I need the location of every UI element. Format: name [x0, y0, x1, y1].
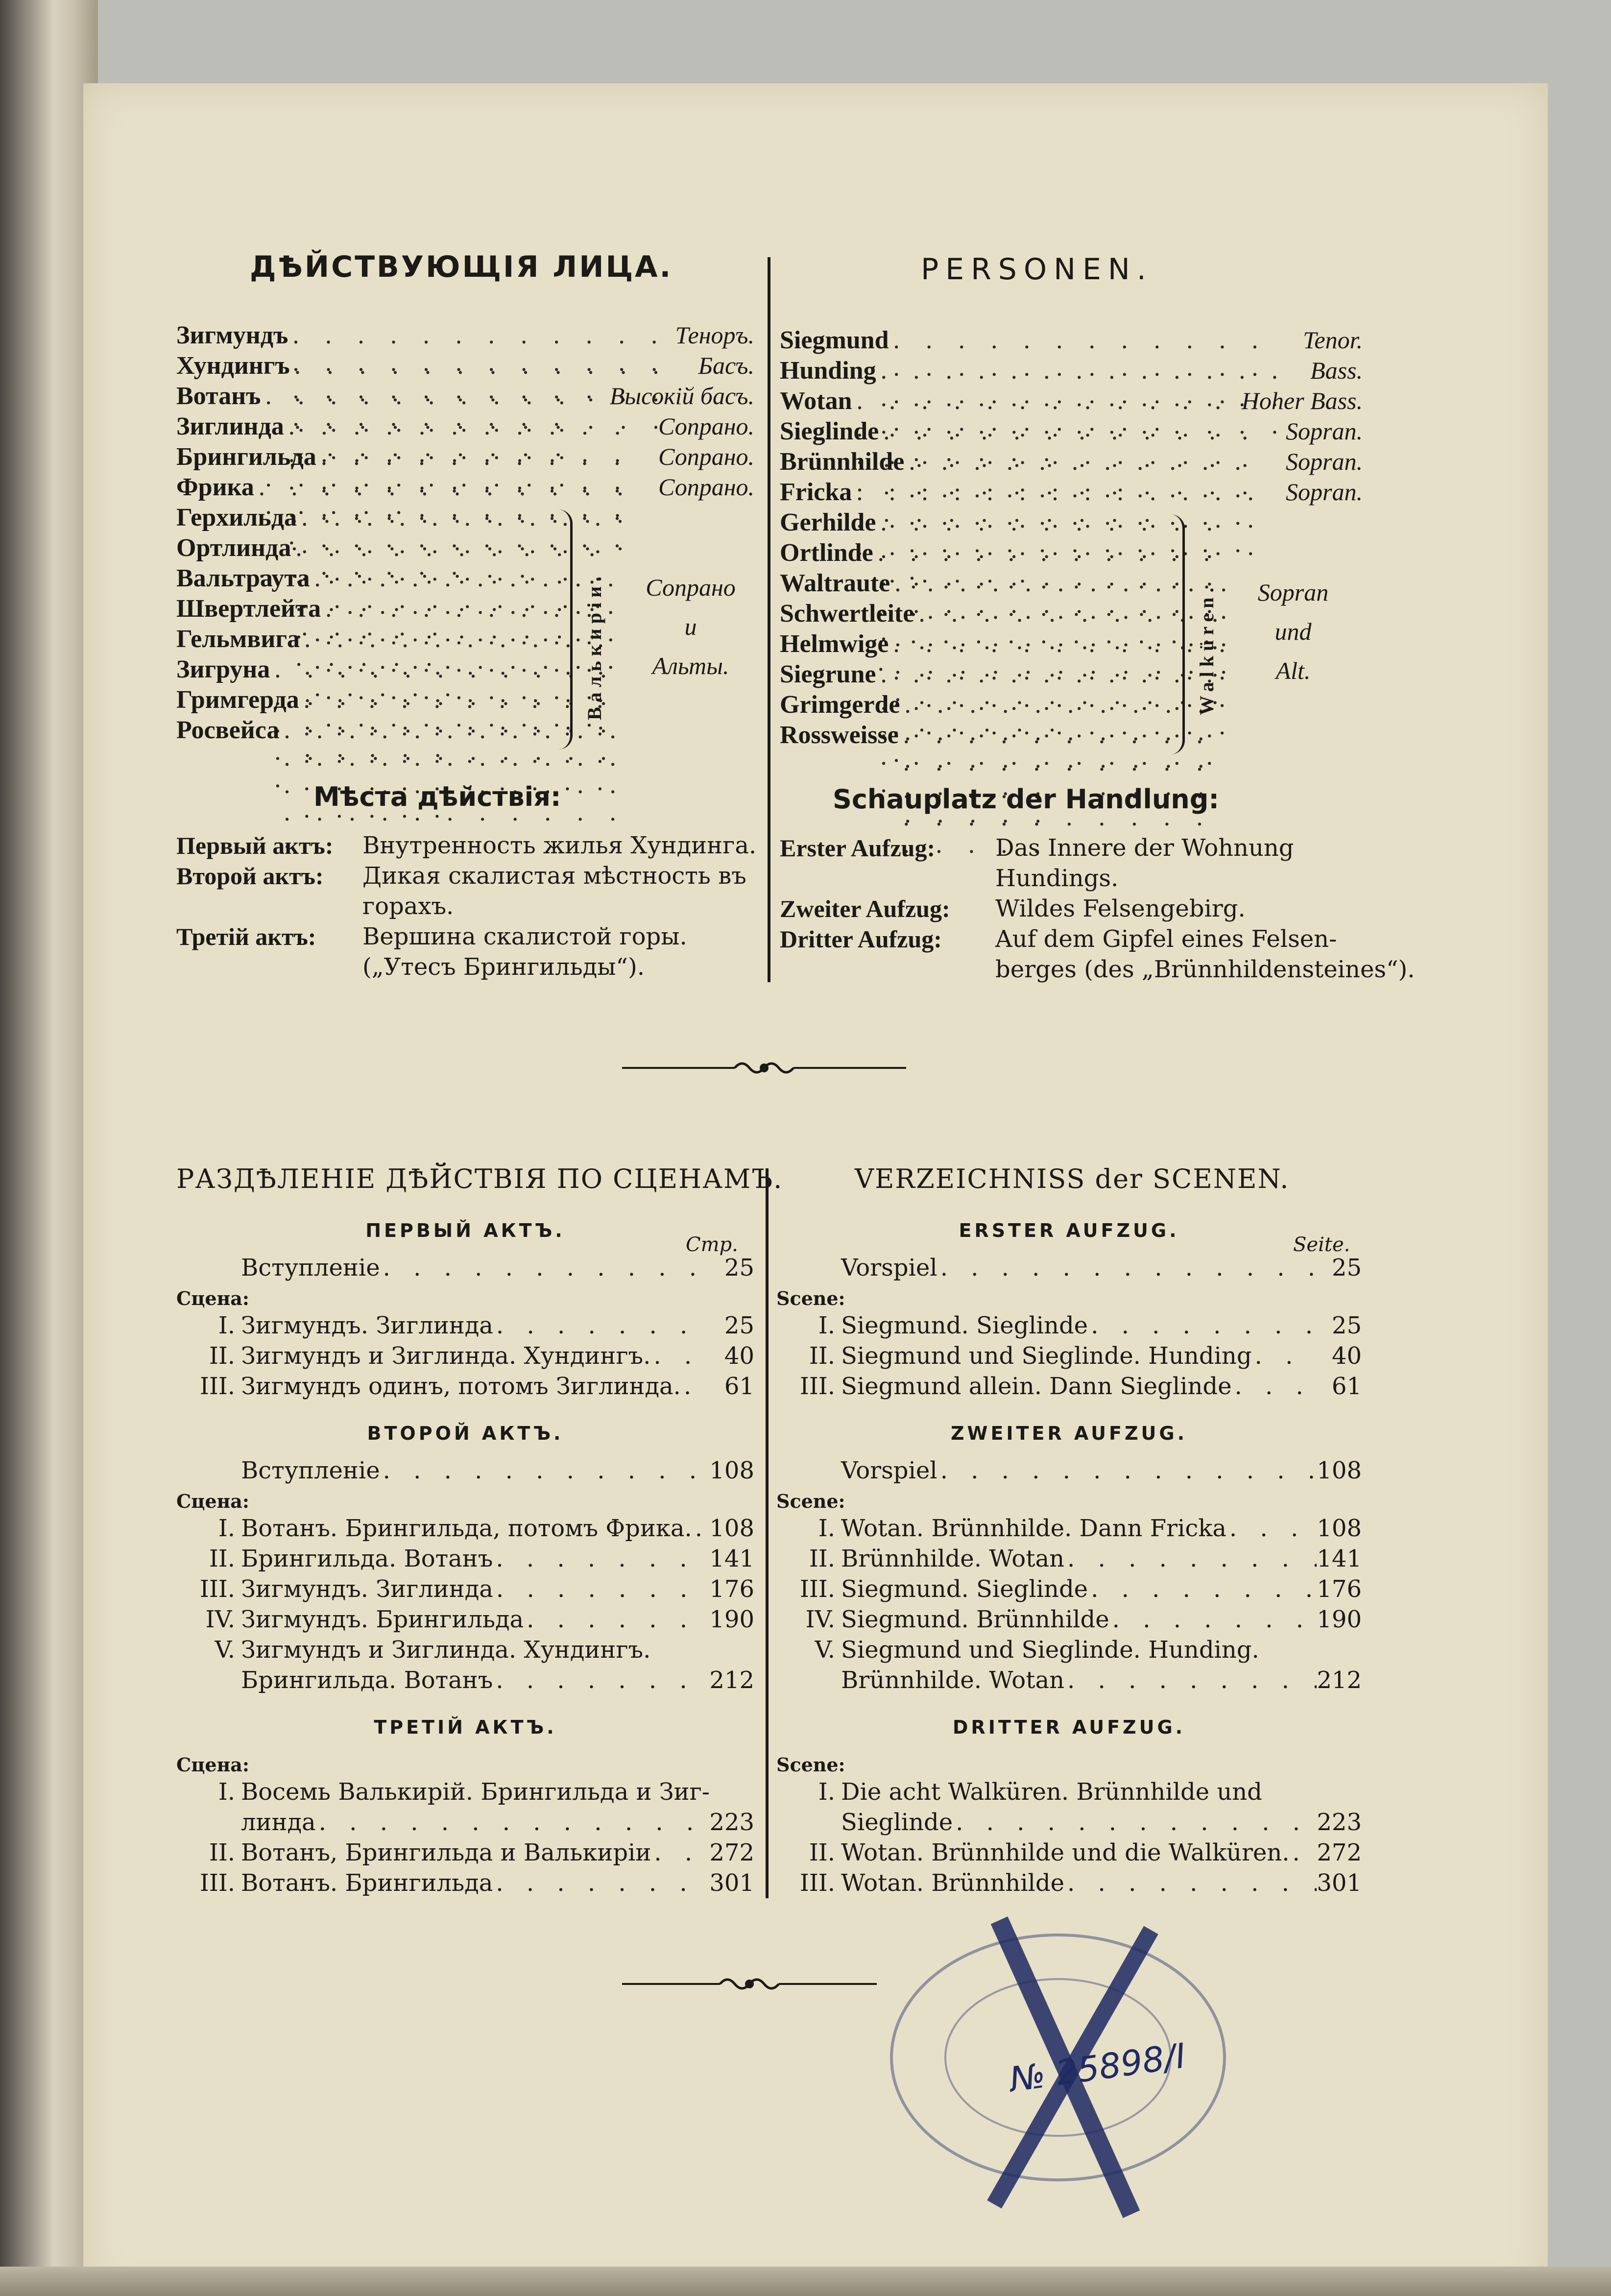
leader-dots [493, 1312, 710, 1339]
place-description: („Утесъ Брингильды“). [362, 953, 645, 981]
page-number: 272 [1317, 1839, 1362, 1866]
toc-scene-row [176, 1778, 754, 1809]
scene-title: Вотанъ. Брингильда [241, 1869, 493, 1897]
scene-title: Brünnhilde. Wotan [841, 1667, 1065, 1694]
voice-type: Sopran. [1286, 417, 1363, 445]
page-number: 176 [1317, 1575, 1362, 1603]
place-description: Дикая скалистая мѣстность въ [362, 862, 746, 890]
leader-dots [493, 1545, 709, 1572]
place-act-label: Третій актъ: [176, 923, 316, 950]
character-name: Хундингъ [176, 352, 290, 380]
cast-row [780, 417, 1363, 447]
places-heading-ru: Мѣста дѣйствія: [313, 781, 561, 812]
voice-type: Tenor. [1303, 326, 1363, 354]
character-name: Вотанъ [176, 382, 261, 410]
character-name: Фрика [176, 473, 254, 501]
page-number: 301 [709, 1869, 754, 1897]
scene-number: III. [799, 1869, 835, 1897]
cast-row [176, 351, 754, 382]
cast-row [780, 387, 1363, 417]
toc-scene-row [776, 1575, 1362, 1606]
toc-scene-row [176, 1606, 754, 1636]
voice-type: Высокій басъ. [609, 382, 754, 410]
scene-title: Восемь Валькирій. Брингильда и Зиг- [241, 1778, 710, 1806]
scene-number: II. [209, 1545, 235, 1572]
intro-title: Vorspiel [841, 1457, 938, 1484]
voice-line-1: Сопрано [646, 574, 736, 601]
toc-scene-row [776, 1606, 1362, 1636]
leader-dots [1252, 1342, 1318, 1370]
leader-dots [692, 1515, 710, 1542]
leader-dots [493, 1869, 709, 1897]
page-number: 61 [1331, 1373, 1362, 1400]
character-name: Гельмвига [176, 625, 300, 653]
scene-title: Зигмундъ одинъ, потомъ Зиглинда. [241, 1373, 681, 1400]
intro-title: Вступленіе [241, 1254, 380, 1281]
character-name: Wotan [780, 387, 852, 415]
voice-type: Сопрано. [658, 412, 754, 440]
leader-dots [1109, 1606, 1317, 1633]
character-name: Siegrune [780, 660, 876, 688]
leader-dots [493, 1575, 709, 1603]
toc-scene-row [776, 1545, 1362, 1575]
page-number: 25 [724, 1254, 754, 1281]
toc-scene-row [176, 1839, 754, 1869]
character-name: Швертлейта [176, 595, 321, 623]
page-number: 223 [1317, 1809, 1362, 1836]
scene-title: Зигмундъ и Зиглинда. Хундингъ. [241, 1636, 651, 1664]
voice-line-3: Alt. [1275, 657, 1311, 684]
cast-row [176, 412, 754, 442]
scene-title: линда [241, 1809, 316, 1836]
toc-scene-row [776, 1869, 1362, 1900]
voice-type: Сопрано. [658, 473, 754, 501]
page-number: 108 [1317, 1457, 1362, 1484]
leader-dots [681, 1373, 710, 1400]
leader-dots [380, 1457, 710, 1484]
cast-row [176, 473, 754, 503]
scene-number: I. [818, 1778, 835, 1806]
toc-scene-row [176, 1312, 754, 1342]
character-name: Hunding [780, 357, 876, 385]
voice-line-1: Sopran [1257, 579, 1329, 606]
page-number: 108 [1317, 1515, 1362, 1542]
toc-intro-row [776, 1254, 1362, 1284]
scene-number: III. [199, 1575, 235, 1603]
scene-title: Зигмундъ. Зиглинда [241, 1575, 493, 1603]
scene-number: III. [199, 1869, 235, 1897]
scene-title: Зигмундъ. Брингильда [241, 1606, 524, 1633]
place-description: Hundings. [995, 865, 1119, 892]
character-name: Grimgerde [780, 691, 900, 719]
leader-dots [1226, 1515, 1317, 1542]
toc-scene-row [776, 1839, 1362, 1869]
scene-number: II. [209, 1839, 235, 1866]
leader-dots [1088, 1575, 1317, 1603]
character-name: Брингильда [176, 443, 316, 471]
voice-type: Hoher Bass. [1241, 387, 1363, 414]
leader-dots [651, 1839, 709, 1866]
act-title: ТРЕТІЙ АКТЪ. [374, 1716, 557, 1738]
scene-title: Зигмундъ и Зиглинда. Хундингъ. [241, 1342, 651, 1370]
page-number: 61 [724, 1373, 754, 1400]
leader-dots [1064, 1545, 1317, 1572]
scene-number: II. [809, 1342, 835, 1370]
place-description: Вершина скалистой горы. [362, 923, 687, 950]
page-number: 40 [724, 1342, 754, 1370]
place-description: Внутренность жилья Хундинга. [362, 832, 757, 859]
place-description: горахъ. [362, 893, 454, 920]
page-number: 25 [1331, 1254, 1362, 1281]
character-name: Schwertleite [780, 600, 914, 628]
scene-title: Siegmund allein. Dann Sieglinde [841, 1373, 1232, 1400]
page-number: 212 [709, 1667, 754, 1694]
place-description: berges (des „Brünnhildensteines“). [995, 956, 1415, 983]
place-description: Wildes Felsengebirg. [995, 895, 1246, 922]
cast-row [780, 356, 1363, 387]
scene-title: Siegmund und Sieglinde. Hunding [841, 1342, 1252, 1370]
voice-type: Теноръ. [675, 321, 754, 349]
leader-dots [1290, 1839, 1317, 1866]
scene-title: Siegmund. Brünnhilde [841, 1606, 1109, 1633]
page-number: 272 [709, 1839, 754, 1866]
scene-number: II. [809, 1839, 835, 1866]
toc-title-de: VERZEICHNISS der SCENEN. [855, 1163, 1290, 1194]
voice-line-2: и [684, 613, 697, 640]
leader-dots [1232, 1373, 1318, 1400]
scene-title: Брингильда. Вотанъ [241, 1545, 493, 1572]
toc-intro-row [176, 1457, 754, 1487]
page-number: 108 [709, 1457, 754, 1484]
toc-scene-row [176, 1515, 754, 1545]
character-name: Rossweisse [780, 721, 899, 749]
scene-title: Siegmund. Sieglinde [841, 1312, 1088, 1339]
place-act-label: Второй актъ: [176, 862, 324, 890]
scene-label: Scene: [776, 1754, 845, 1776]
leader-dots [524, 1606, 709, 1633]
scene-title: Brünnhilde. Wotan [841, 1545, 1065, 1572]
leader-dots [493, 1667, 709, 1694]
valkyries-voice-de [1225, 578, 1362, 685]
scene-number: V. [215, 1636, 235, 1664]
voice-line-3: Альты. [652, 652, 729, 679]
leader-dots [1088, 1312, 1318, 1339]
cast-heading-ru: ДѢЙСТВУЮЩІЯ ЛИЦА. [250, 250, 673, 284]
scene-label: Сцена: [176, 1754, 249, 1776]
toc-scene-row [776, 1312, 1362, 1342]
valkyries-voice-ru [622, 573, 759, 680]
page-number: 141 [1317, 1545, 1362, 1572]
toc-scene-row [176, 1809, 754, 1839]
leader-dots [1064, 1667, 1317, 1694]
valkyries-group-label-de: Walküren. [1196, 582, 1218, 715]
character-name: Ортлинда [176, 534, 291, 562]
leader-dots [316, 1809, 710, 1836]
valkyries-brace-ru [558, 509, 573, 749]
place-act-label: Zweiter Aufzug: [780, 895, 950, 922]
character-name: Gerhilde [780, 508, 876, 536]
scene-title: Siegmund und Sieglinde. Hunding. [841, 1636, 1259, 1664]
toc-scene-row [176, 1667, 754, 1697]
character-name: Вальтраута [176, 564, 310, 592]
divider-ornament-bottom [622, 1969, 877, 1999]
column-divider-bottom [766, 1168, 769, 1898]
toc-scene-row [776, 1636, 1362, 1667]
toc-intro-row [176, 1254, 754, 1284]
scene-title: Wotan. Brünnhilde [841, 1869, 1065, 1897]
toc-scene-row [776, 1667, 1362, 1697]
scene-title: Die acht Walküren. Brünnhilde und [841, 1778, 1262, 1806]
scene-number: I. [218, 1778, 235, 1806]
character-name: Зигруна [176, 655, 270, 683]
act-title: ПЕРВЫЙ АКТЪ. [365, 1220, 565, 1241]
leader-dots [953, 1809, 1317, 1836]
scene-number: IV. [205, 1606, 235, 1633]
page-number: 25 [1331, 1312, 1362, 1339]
valkyries-brace-de [1171, 514, 1185, 754]
character-name: Гримгерда [176, 686, 299, 714]
toc-scene-row [176, 1869, 754, 1900]
intro-title: Вступленіе [241, 1457, 380, 1484]
scene-number: II. [809, 1545, 835, 1572]
toc-scene-row [776, 1373, 1362, 1403]
character-name: Зигмундъ [176, 321, 289, 349]
cast-row [780, 326, 1363, 356]
cast-row [780, 447, 1363, 478]
scene-label: Сцена: [176, 1490, 249, 1512]
valkyries-group-label-ru: Валькиріи. [583, 571, 605, 720]
page-bottom-edge [0, 2267, 1611, 2296]
character-name: Ortlinde [780, 539, 873, 567]
voice-type: Bass. [1310, 357, 1363, 384]
toc-scene-row [176, 1575, 754, 1606]
toc-scene-row [176, 1545, 754, 1575]
page-number: 176 [709, 1575, 754, 1603]
character-name: Siegmund [780, 326, 889, 354]
toc-scene-row [776, 1342, 1362, 1373]
character-name: Brünnhilde [780, 448, 905, 476]
column-divider-top [768, 257, 770, 982]
scene-title: Wotan. Brünnhilde und die Walküren. [841, 1839, 1290, 1866]
scene-number: I. [818, 1515, 835, 1542]
place-act-label: Dritter Aufzug: [780, 925, 942, 953]
page-number: 190 [709, 1606, 754, 1633]
place-description: Das Innere der Wohnung [995, 834, 1294, 862]
page-column-label: Стр. [686, 1233, 738, 1256]
character-name: Зиглинда [176, 412, 284, 440]
voice-type: Sopran. [1286, 448, 1363, 475]
place-description: Auf dem Gipfel eines Felsen- [995, 925, 1337, 953]
act-title: ВТОРОЙ АКТЪ. [367, 1423, 564, 1444]
scene-number: I. [218, 1312, 235, 1339]
cast-row [176, 321, 754, 351]
cast-row [176, 442, 754, 473]
leader-dots [938, 1254, 1318, 1281]
places-heading-de: Schauplatz der Handlung: [833, 784, 1219, 815]
page-number: 141 [709, 1545, 754, 1572]
toc-scene-row [176, 1373, 754, 1403]
scene-number: IV. [805, 1606, 835, 1633]
scene-label: Scene: [776, 1287, 845, 1309]
page-number: 212 [1317, 1667, 1362, 1694]
character-name: Росвейса [176, 716, 280, 744]
leader-dots [1064, 1869, 1317, 1897]
scene-title: Вотанъ, Брингильда и Валькиріи [241, 1839, 651, 1866]
voice-type: Сопрано. [658, 443, 754, 470]
scene-number: I. [818, 1312, 835, 1339]
act-title: DRITTER AUFZUG. [952, 1716, 1186, 1738]
scene-title: Брингильда. Вотанъ [241, 1667, 493, 1694]
page-column-label: Seite. [1293, 1233, 1350, 1256]
leader-dots [650, 1342, 710, 1370]
toc-scene-row [776, 1778, 1362, 1809]
scene-number: III. [799, 1575, 835, 1603]
toc-scene-row [176, 1342, 754, 1373]
scene-label: Scene: [776, 1490, 845, 1512]
scene-title: Siegmund. Sieglinde [841, 1575, 1088, 1603]
intro-title: Vorspiel [841, 1254, 938, 1281]
character-name: Waltraute [780, 569, 890, 597]
voice-line-2: und [1274, 618, 1312, 645]
divider-ornament-top [622, 1053, 906, 1083]
act-title: ZWEITER AUFZUG. [950, 1423, 1188, 1444]
character-name: Sieglinde [780, 417, 879, 445]
leader-dots [380, 1254, 710, 1281]
cast-heading-de: PERSONEN. [921, 252, 1153, 287]
page-number: 190 [1317, 1606, 1362, 1633]
scene-title: Wotan. Brünnhilde. Dann Fricka [841, 1515, 1226, 1542]
cast-row [176, 382, 754, 412]
scene-number: V. [815, 1636, 835, 1664]
place-act-label: Erster Aufzug: [780, 834, 936, 862]
page-number: 223 [709, 1809, 754, 1836]
page-number: 25 [724, 1312, 754, 1339]
scene-title: Вотанъ. Брингильда, потомъ Фрика. [241, 1515, 692, 1542]
voice-type: Sopran. [1286, 478, 1363, 506]
scene-label: Сцена: [176, 1287, 249, 1309]
scene-number: III. [199, 1373, 235, 1400]
character-name: Fricka [780, 478, 852, 506]
leader-dots [938, 1457, 1317, 1484]
scene-number: III. [799, 1373, 835, 1400]
scene-title: Зигмундъ. Зиглинда [241, 1312, 493, 1339]
voice-type: Басъ. [698, 352, 754, 379]
page-number: 40 [1331, 1342, 1362, 1370]
toc-title-ru: РАЗДѢЛЕНІЕ ДѢЙСТВІЯ ПО СЦЕНАМЪ. [176, 1163, 783, 1194]
toc-scene-row [776, 1515, 1362, 1545]
toc-scene-row [776, 1809, 1362, 1839]
page-number: 108 [709, 1515, 754, 1542]
toc-intro-row [776, 1457, 1362, 1487]
scene-title: Sieglinde [841, 1809, 953, 1836]
character-name: Герхильда [176, 504, 297, 532]
scene-number: II. [209, 1342, 235, 1370]
page-number: 301 [1317, 1869, 1362, 1897]
act-title: ERSTER AUFZUG. [959, 1220, 1179, 1241]
stamp-number: № 25898/I [1007, 2035, 1188, 2100]
scene-number: I. [218, 1515, 235, 1542]
place-act-label: Первый актъ: [176, 832, 334, 859]
toc-scene-row [176, 1636, 754, 1667]
cast-row [780, 478, 1363, 508]
character-name: Helmwige [780, 630, 889, 658]
